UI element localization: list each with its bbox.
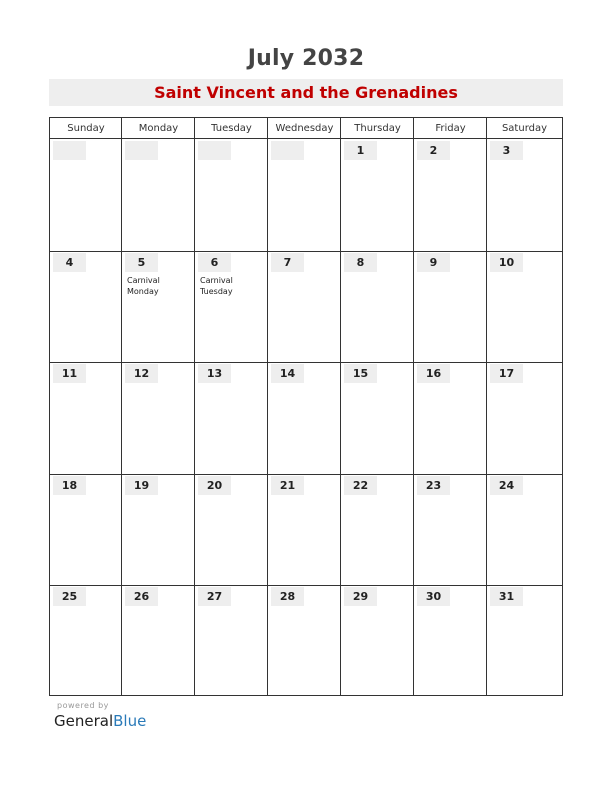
powered-by-label: powered by <box>57 701 109 710</box>
day-cell <box>122 251 195 363</box>
weekday-header-wednesday: Wednesday <box>275 123 334 134</box>
day-cell <box>268 585 341 697</box>
day-number: 16 <box>417 364 450 383</box>
generalblue-logo[interactable] <box>54 712 146 730</box>
brand-general: General <box>54 712 114 730</box>
empty-day-cell <box>195 139 268 251</box>
day-cell <box>341 585 414 697</box>
day-number: 26 <box>125 587 158 606</box>
day-number: 23 <box>417 476 450 495</box>
day-cell <box>122 474 195 586</box>
day-cell <box>50 585 122 697</box>
day-number: 11 <box>53 364 86 383</box>
day-cell <box>195 251 268 363</box>
empty-day-cell <box>122 139 195 251</box>
weekday-header-friday: Friday <box>435 123 466 134</box>
day-number <box>271 141 304 160</box>
day-number: 3 <box>490 141 523 160</box>
day-number: 27 <box>198 587 231 606</box>
day-number: 20 <box>198 476 231 495</box>
day-cell <box>341 251 414 363</box>
holiday-label: Carnival Tuesday <box>200 276 233 296</box>
day-cell <box>195 585 268 697</box>
day-cell <box>50 474 122 586</box>
empty-day-cell <box>50 139 122 251</box>
day-cell <box>122 362 195 474</box>
page-title: July 2032 <box>247 46 365 71</box>
day-number: 19 <box>125 476 158 495</box>
day-number: 25 <box>53 587 86 606</box>
day-number: 1 <box>344 141 377 160</box>
day-cell <box>487 585 562 697</box>
day-number: 29 <box>344 587 377 606</box>
brand-blue: Blue <box>113 712 147 730</box>
day-cell <box>487 251 562 363</box>
day-cell <box>122 585 195 697</box>
day-cell <box>341 362 414 474</box>
weekday-header-monday: Monday <box>138 123 179 134</box>
day-cell <box>414 251 487 363</box>
holiday-label: Carnival Monday <box>127 276 160 296</box>
country-banner: Saint Vincent and the Grenadines <box>49 79 563 106</box>
day-number: 17 <box>490 364 523 383</box>
day-cell <box>50 251 122 363</box>
day-cell <box>414 362 487 474</box>
day-number: 18 <box>53 476 86 495</box>
empty-day-cell <box>268 139 341 251</box>
day-cell <box>268 362 341 474</box>
day-cell <box>195 362 268 474</box>
day-cell <box>487 362 562 474</box>
day-cell <box>195 474 268 586</box>
day-cell <box>341 474 414 586</box>
day-cell <box>50 362 122 474</box>
day-number: 13 <box>198 364 231 383</box>
day-number: 8 <box>344 253 377 272</box>
day-number: 9 <box>417 253 450 272</box>
day-number <box>198 141 231 160</box>
day-number: 22 <box>344 476 377 495</box>
day-cell <box>487 474 562 586</box>
day-number: 7 <box>271 253 304 272</box>
weekday-header-thursday: Thursday <box>354 123 401 134</box>
day-cell <box>414 585 487 697</box>
day-number: 14 <box>271 364 304 383</box>
weekday-header-sunday: Sunday <box>67 123 105 134</box>
day-number: 31 <box>490 587 523 606</box>
day-number: 30 <box>417 587 450 606</box>
day-number: 4 <box>53 253 86 272</box>
calendar-grid <box>49 117 563 696</box>
day-number: 28 <box>271 587 304 606</box>
weekday-header-tuesday: Tuesday <box>211 123 252 134</box>
day-number: 12 <box>125 364 158 383</box>
day-cell <box>268 474 341 586</box>
day-cell <box>414 139 487 251</box>
day-number: 10 <box>490 253 523 272</box>
day-cell <box>414 474 487 586</box>
day-number: 5 <box>125 253 158 272</box>
day-number: 15 <box>344 364 377 383</box>
day-cell <box>487 139 562 251</box>
day-number <box>125 141 158 160</box>
day-number: 2 <box>417 141 450 160</box>
day-number: 24 <box>490 476 523 495</box>
day-cell <box>341 139 414 251</box>
weekday-header-saturday: Saturday <box>501 123 548 134</box>
day-cell <box>268 251 341 363</box>
day-number <box>53 141 86 160</box>
day-number: 6 <box>198 253 231 272</box>
day-number: 21 <box>271 476 304 495</box>
